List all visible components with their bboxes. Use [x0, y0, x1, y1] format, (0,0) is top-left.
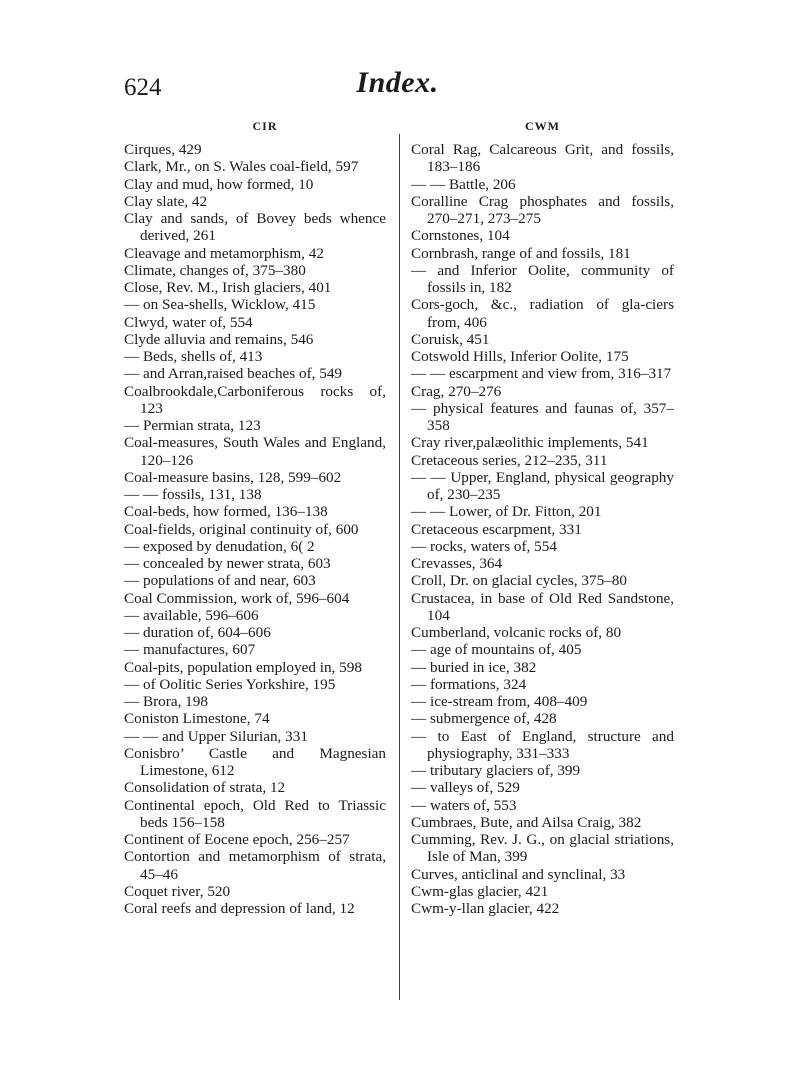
index-entry: Consolidation of strata, 12: [124, 779, 286, 797]
index-entry: — manufactures, 607: [124, 641, 256, 659]
index-entry: Crustacea, in base of Old Red Sandstone, 104: [411, 589, 674, 624]
index-entry: — physical features and faunas of, 357–358: [411, 399, 674, 434]
index-entry: — and Arran,raised beaches of, 549: [124, 365, 343, 383]
index-entry: Coralline Crag phosphates and fossils, 270–271, 273–275: [411, 192, 674, 227]
index-entry: Cornbrash, range of and fossils, 181: [411, 244, 631, 262]
left-entry-list: [124, 141, 386, 917]
index-entry: Coalbrookdale,Carboniferous rocks of, 123: [124, 382, 386, 417]
index-entry: Coquet river, 520: [124, 882, 231, 900]
index-entry: — exposed by denudation, 6( 2: [124, 537, 315, 555]
index-entry: — and Inferior Oolite, community of fossils in, 182: [411, 261, 674, 296]
index-entry: Cors-goch, &c., radiation of gla-ciers from, 406: [411, 296, 674, 331]
index-entry: Coal-beds, how formed, 136–138: [124, 503, 328, 521]
right-column-heading: CWM: [525, 119, 560, 133]
index-entry: — to East of England, structure and physiography, 331–333: [411, 727, 674, 762]
index-entry: Cretaceous series, 212–235, 311: [411, 451, 608, 469]
index-entry: — — and Upper Silurian, 331: [124, 727, 308, 745]
index-entry: Croll, Dr. on glacial cycles, 375–80: [411, 572, 627, 590]
index-entry: — — Battle, 206: [411, 175, 516, 193]
index-entry: Coal Commission, work of, 596–604: [124, 589, 350, 607]
index-entry: Clay slate, 42: [124, 192, 208, 210]
index-entry: Coral reefs and depression of land, 12: [124, 900, 355, 917]
index-entry: Clyde alluvia and remains, 546: [124, 330, 314, 348]
index-entry: Cwm-glas glacier, 421: [411, 882, 549, 900]
index-entry: — tributary glaciers of, 399: [411, 762, 581, 779]
index-entry: — rocks, waters of, 554: [411, 537, 557, 555]
index-entry: Continent of Eocene epoch, 256–257: [124, 831, 350, 848]
index-entry: Coal-pits, population employed in, 598: [124, 658, 362, 676]
index-entry: Cornstones, 104: [411, 227, 510, 245]
index-entry: Coniston Limestone, 74: [124, 710, 270, 728]
index-entry: Cotswold Hills, Inferior Oolite, 175: [411, 348, 629, 365]
index-entry: — — Upper, England, physical geography of, 230–235: [411, 468, 674, 503]
index-entry: — — fossils, 131, 138: [124, 486, 262, 503]
index-entry: — buried in ice, 382: [411, 658, 537, 676]
index-entry: — — escarpment and view from, 316–317: [411, 365, 672, 383]
index-entry: Cray river,palæolithic implements, 541: [411, 434, 649, 452]
index-entry: — on Sea-shells, Wicklow, 415: [124, 296, 316, 314]
page-number: 624: [124, 74, 162, 101]
index-entry: Cleavage and metamorphism, 42: [124, 244, 324, 262]
index-entry: Cumbraes, Bute, and Ailsa Craig, 382: [411, 813, 642, 831]
index-entry: Coal-measure basins, 128, 599–602: [124, 468, 342, 486]
index-entry: — formations, 324: [411, 675, 527, 693]
index-entry: Close, Rev. M., Irish glaciers, 401: [124, 279, 332, 296]
index-entry: Curves, anticlinal and synclinal, 33: [411, 865, 626, 883]
index-entry: — of Oolitic Series Yorkshire, 195: [124, 675, 336, 693]
index-entry: — valleys of, 529: [411, 779, 520, 797]
index-entry: Cirques, 429: [124, 141, 202, 158]
index-entry: Coal-fields, original continuity of, 600: [124, 520, 359, 538]
index-entry: — concealed by newer strata, 603: [124, 555, 331, 572]
index-entry: — duration of, 604–606: [124, 624, 271, 641]
index-entry: Crag, 270–276: [411, 382, 502, 400]
index-entry: — age of mountains of, 405: [411, 641, 582, 659]
index-entry: Contortion and metamorphism of strata, 45–46: [124, 848, 386, 883]
index-entry: Clark, Mr., on S. Wales coal-field, 597: [124, 158, 359, 176]
index-entry: Coruisk, 451: [411, 330, 490, 348]
index-entry: — ice-stream from, 408–409: [411, 693, 588, 710]
index-entry: Conisbro’ Castle and Magnesian Limestone, 612: [124, 744, 386, 779]
index-entry: Continental epoch, Old Red to Triassic beds 156–158: [124, 796, 386, 831]
index-entry: — — Lower, of Dr. Fitton, 201: [411, 503, 602, 521]
index-entry: Crevasses, 364: [411, 555, 503, 572]
left-column: [124, 113, 386, 917]
index-entry: Cumberland, volcanic rocks of, 80: [411, 624, 622, 641]
index-entry: — Beds, shells of, 413: [124, 348, 263, 365]
index-entry: Coal-measures, South Wales and England, 120–126: [124, 434, 386, 469]
index-entry: — submergence of, 428: [411, 710, 557, 728]
index-entry: — Brora, 198: [124, 693, 208, 710]
index-entry: Clay and mud, how formed, 10: [124, 175, 314, 193]
right-column: [411, 113, 674, 917]
index-entry: — available, 596–606: [124, 606, 259, 624]
index-entry: Clwyd, water of, 554: [124, 313, 253, 331]
index-entry: Climate, changes of, 375–380: [124, 261, 306, 279]
index-entry: Cumming, Rev. J. G., on glacial striations, Isle of Man, 399: [411, 831, 674, 866]
index-entry: Cretaceous escarpment, 331: [411, 520, 582, 538]
index-entry: — waters of, 553: [411, 796, 517, 814]
index-entry: — Permian strata, 123: [124, 417, 261, 434]
right-entry-list: [411, 141, 674, 917]
index-entry: — populations of and near, 603: [124, 572, 316, 590]
left-column-heading: CIR: [252, 119, 278, 133]
index-entry: Coral Rag, Calcareous Grit, and fossils, 183–186: [411, 141, 674, 176]
column-divider: [399, 134, 400, 1000]
page-title: Index.: [356, 66, 439, 99]
index-entry: Cwm-y-llan glacier, 422: [411, 900, 560, 917]
index-entry: Clay and sands, of Bovey beds whence derived, 261: [124, 210, 386, 245]
